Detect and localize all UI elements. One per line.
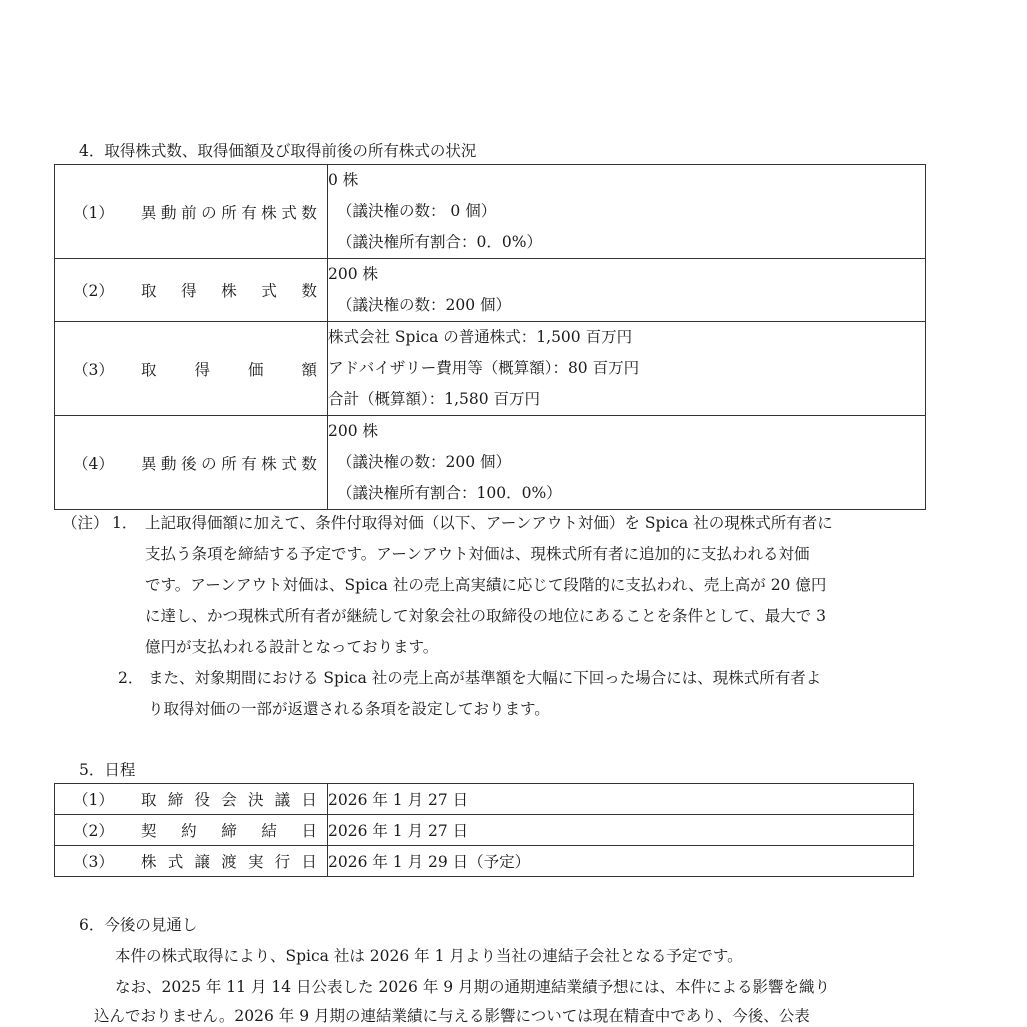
row-number: （4） xyxy=(73,454,114,473)
row-label-text: 取 得 価 額 xyxy=(141,360,317,379)
row-label xyxy=(55,815,328,846)
note-2-line: り取得対価の一部が返還される条項を設定しております。 xyxy=(148,700,550,718)
row-value: 2026 年 1 月 27 日 xyxy=(328,784,914,815)
section-5-heading: 5．日程 xyxy=(79,761,136,779)
row-label xyxy=(55,784,328,815)
notes-prefix: （注） xyxy=(62,514,109,532)
note-1-number: 1． xyxy=(112,514,138,532)
value-line: （議決権の数：200 個） xyxy=(337,453,512,471)
row-value: 2026 年 1 月 29 日（予定） xyxy=(328,846,914,877)
table-row xyxy=(55,416,926,510)
row-label xyxy=(55,259,328,322)
row-number: （1） xyxy=(73,791,114,809)
row-value xyxy=(328,322,926,416)
note-1-line: 支払う条項を締結する予定です。アーンアウト対価は、現株式所有者に追加的に支払われる対価 xyxy=(145,545,810,563)
paragraph-line: なお、2025 年 11 月 14 日公表した 2026 年 9 月期の通期連結業績予想には、本件による影響を織り xyxy=(115,978,831,996)
note-1-line: 億円が支払われる設計となっております。 xyxy=(145,638,439,656)
section-4-heading: 4．取得株式数、取得価額及び取得前後の所有株式の状況 xyxy=(79,142,477,160)
table-row xyxy=(55,846,914,877)
row-number: （1） xyxy=(73,203,114,222)
note-2-number: 2． xyxy=(118,669,144,687)
row-number: （3） xyxy=(73,853,114,871)
row-value xyxy=(328,416,926,510)
paragraph-line: 込んでおりません。2026 年 9 月期の連結業績に与える影響については現在精査中であり、今後、公表 xyxy=(94,1007,810,1025)
row-label-text: 異 動 前 の 所 有 株 式 数 xyxy=(141,203,317,222)
value-line: 合計（概算額）：1,580 百万円 xyxy=(328,390,541,408)
schedule-table xyxy=(54,783,914,877)
section-6-heading: 6．今後の見通し xyxy=(79,916,198,934)
table-row xyxy=(55,784,914,815)
value-line: アドバイザリー費用等（概算額）：80 百万円 xyxy=(328,359,640,377)
row-number: （3） xyxy=(73,360,114,379)
row-number: （2） xyxy=(73,282,114,300)
row-label xyxy=(55,846,328,877)
paragraph-line: 本件の株式取得により、Spica 社は 2026 年 1 月より当社の連結子会社となる予定です。 xyxy=(115,947,743,965)
value-line: 0 株 xyxy=(328,171,359,189)
row-value: 2026 年 1 月 27 日 xyxy=(328,815,914,846)
row-label-text: 株 式 譲 渡 実 行 日 xyxy=(141,853,317,871)
note-1-line: 上記取得価額に加えて、条件付取得対価（以下、アーンアウト対価）を Spica 社の現株式所有者に xyxy=(145,514,833,532)
row-value xyxy=(328,165,926,259)
table-row xyxy=(55,259,926,322)
value-line: 株式会社 Spica の普通株式：1,500 百万円 xyxy=(328,328,633,346)
row-label-text: 取 得 株 式 数 xyxy=(141,282,317,300)
row-label xyxy=(55,322,328,416)
value-line: （議決権所有割合：0．0%） xyxy=(337,233,542,251)
row-label-text: 取 締 役 会 決 議 日 xyxy=(141,791,317,809)
value-line: （議決権の数：200 個） xyxy=(337,296,512,314)
value-line: 200 株 xyxy=(328,422,379,440)
row-label xyxy=(55,165,328,259)
row-number: （2） xyxy=(73,822,114,840)
value-line: 200 株 xyxy=(328,265,379,283)
note-1-line: に達し、かつ現株式所有者が継続して対象会社の取締役の地位にあることを条件として、最大で 3 xyxy=(145,607,826,625)
row-label-text: 契 約 締 結 日 xyxy=(141,822,317,840)
row-label-text: 異 動 後 の 所 有 株 式 数 xyxy=(141,454,317,473)
row-label xyxy=(55,416,328,510)
table-row xyxy=(55,322,926,416)
note-1-line: です。アーンアウト対価は、Spica 社の売上高実績に応じて段階的に支払われ、売上高が 20 億円 xyxy=(145,576,827,594)
table-row xyxy=(55,165,926,259)
value-line: （議決権の数： 0 個） xyxy=(337,202,497,220)
row-value xyxy=(328,259,926,322)
table-row xyxy=(55,815,914,846)
value-line: （議決権所有割合：100．0%） xyxy=(337,484,562,502)
note-2-line: また、対象期間における Spica 社の売上高が基準額を大幅に下回った場合には、現株式所有者よ xyxy=(148,669,822,687)
acquisition-table xyxy=(54,164,926,510)
